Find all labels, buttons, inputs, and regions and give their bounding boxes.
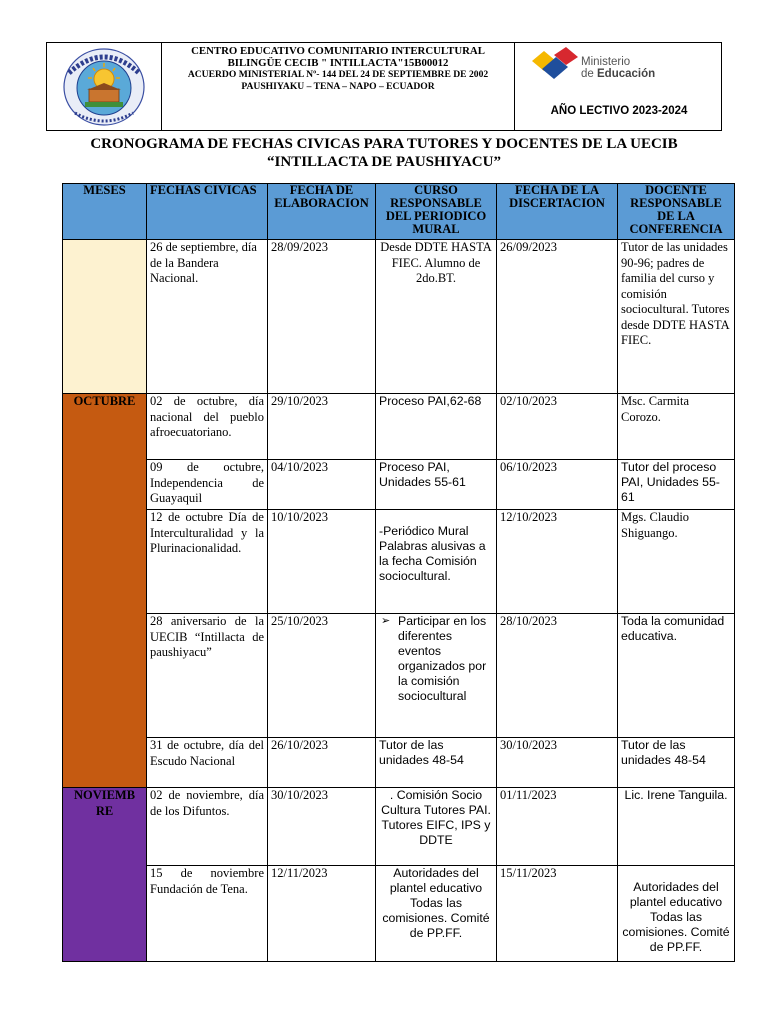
civic-date-cell: 02 de octubre, día nacional del pueblo afroecuatoriano. — [147, 394, 268, 460]
course-cell: -Periódico Mural Palabras alusivas a la fecha Comisión sociocultural. — [376, 510, 497, 614]
school-year: AÑO LECTIVO 2023-2024 — [550, 105, 688, 117]
col-header-dissertation: FECHA DE LA DISCERTACION — [497, 184, 618, 240]
col-header-elaboration: FECHA DE ELABORACION — [268, 184, 376, 240]
col-header-months: MESES — [63, 184, 147, 240]
teacher-cell: Lic. Irene Tanguila. — [618, 788, 735, 866]
dissertation-date-cell: 06/10/2023 — [497, 460, 618, 510]
col-header-teacher: DOCENTE RESPONSABLE DE LA CONFERENCIA — [618, 184, 735, 240]
dissertation-date-cell: 26/09/2023 — [497, 240, 618, 394]
school-seal-logo — [47, 43, 161, 130]
ministry-cell — [516, 43, 722, 130]
table-row — [63, 614, 735, 738]
civic-date-cell: 26 de septiembre, día de la Bandera Nacional. — [147, 240, 268, 394]
arrow-bullet-icon: ➢ — [381, 615, 391, 627]
course-cell: Proceso PAI, Unidades 55-61 — [376, 460, 497, 510]
civic-date-cell: 02 de noviembre, día de los Difuntos. — [147, 788, 268, 866]
teacher-cell: Mgs. Claudio Shiguango. — [618, 510, 735, 614]
civic-date-cell: 12 de octubre Día de Interculturalidad y la Plurinacionalidad. — [147, 510, 268, 614]
teacher-cell: Tutor de las unidades 48-54 — [618, 738, 735, 788]
table-row — [63, 738, 735, 788]
dissertation-date-cell: 02/10/2023 — [497, 394, 618, 460]
teacher-cell: Msc. Carmita Corozo. — [618, 394, 735, 460]
elaboration-date-cell: 25/10/2023 — [268, 614, 376, 738]
course-cell: Proceso PAI,62-68 — [376, 394, 497, 460]
school-logo-cell — [47, 43, 162, 130]
title-line-2: “INTILLACTA DE PAUSHIYACU” — [267, 154, 501, 170]
ministry-flag-logo — [532, 47, 578, 81]
teacher-cell: Tutor de las unidades 90-96; padres de familia del curso y comisión sociocultural. Tutores desde DDTE HASTA FIEC. — [618, 240, 735, 394]
col-header-course: CURSO RESPONSABLE DEL PERIODICO MURAL — [376, 184, 497, 240]
ministry-line-2-bold: Educación — [597, 68, 656, 80]
ministry-line-1: Ministerio — [581, 56, 631, 68]
civic-dates-table — [62, 183, 735, 962]
course-cell: Autoridades del plantel educativo Todas las comisiones. Comité de PP.FF. — [376, 866, 497, 962]
dissertation-date-cell: 01/11/2023 — [497, 788, 618, 866]
month-cell-september — [63, 240, 147, 394]
page-title — [46, 135, 722, 171]
course-cell: Desde DDTE HASTA FIEC. Alumno de 2do.BT. — [376, 240, 497, 394]
civic-date-cell: 09 de octubre, Independencia de Guayaquil — [147, 460, 268, 510]
table-row — [63, 788, 735, 866]
document-header — [46, 42, 722, 131]
teacher-cell: Tutor del proceso PAI, Unidades 55-61 — [618, 460, 735, 510]
title-line-1: CRONOGRAMA DE FECHAS CIVICAS PARA TUTORES Y DOCENTES DE LA UECIB — [90, 136, 678, 152]
teacher-cell: Autoridades del plantel educativo Todas las comisiones. Comité de PP.FF. — [618, 866, 735, 962]
table-header-row — [63, 184, 735, 240]
elaboration-date-cell: 30/10/2023 — [268, 788, 376, 866]
dissertation-date-cell: 15/11/2023 — [497, 866, 618, 962]
elaboration-date-cell: 29/10/2023 — [268, 394, 376, 460]
course-cell: . Comisión Socio Cultura Tutores PAI. Tutores EIFC, IPS y DDTE — [376, 788, 497, 866]
institution-line-2: BILINGÜE CECIB " INTILLACTA"15B00012 — [227, 57, 449, 69]
table-row — [63, 240, 735, 394]
table-row — [63, 394, 735, 460]
elaboration-date-cell: 04/10/2023 — [268, 460, 376, 510]
teacher-cell: Toda la comunidad educativa. — [618, 614, 735, 738]
course-cell: Tutor de las unidades 48-54 — [376, 738, 497, 788]
civic-date-cell: 15 de noviembre Fundación de Tena. — [147, 866, 268, 962]
elaboration-date-cell: 28/09/2023 — [268, 240, 376, 394]
institution-info — [162, 43, 515, 130]
course-text: Participar en los diferentes eventos organizados por la comisión sociocultural — [398, 614, 487, 703]
elaboration-date-cell: 10/10/2023 — [268, 510, 376, 614]
month-cell-november: NOVIEMB RE — [63, 788, 147, 962]
table-row — [63, 460, 735, 510]
civic-date-cell: 28 aniversario de la UECIB “Intillacta de paushiyacu” — [147, 614, 268, 738]
month-cell-october: OCTUBRE — [63, 394, 147, 788]
institution-line-1: CENTRO EDUCATIVO COMUNITARIO INTERCULTURAL — [191, 45, 485, 57]
ministry-name — [581, 56, 655, 80]
table-row — [63, 510, 735, 614]
ministry-line-2-prefix: de — [581, 68, 597, 80]
course-cell — [376, 614, 497, 738]
institution-line-3: ACUERDO MINISTERIAL Nº- 144 DEL 24 DE SEPTIEMBRE DE 2002 — [187, 69, 489, 80]
dissertation-date-cell: 28/10/2023 — [497, 614, 618, 738]
dissertation-date-cell: 30/10/2023 — [497, 738, 618, 788]
dissertation-date-cell: 12/10/2023 — [497, 510, 618, 614]
institution-line-4: PAUSHIYAKU – TENA – NAPO – ECUADOR — [241, 81, 435, 92]
civic-date-cell: 31 de octubre, día del Escudo Nacional — [147, 738, 268, 788]
table-row — [63, 866, 735, 962]
elaboration-date-cell: 26/10/2023 — [268, 738, 376, 788]
col-header-civic-dates: FECHAS CIVICAS — [147, 184, 268, 240]
elaboration-date-cell: 12/11/2023 — [268, 866, 376, 962]
